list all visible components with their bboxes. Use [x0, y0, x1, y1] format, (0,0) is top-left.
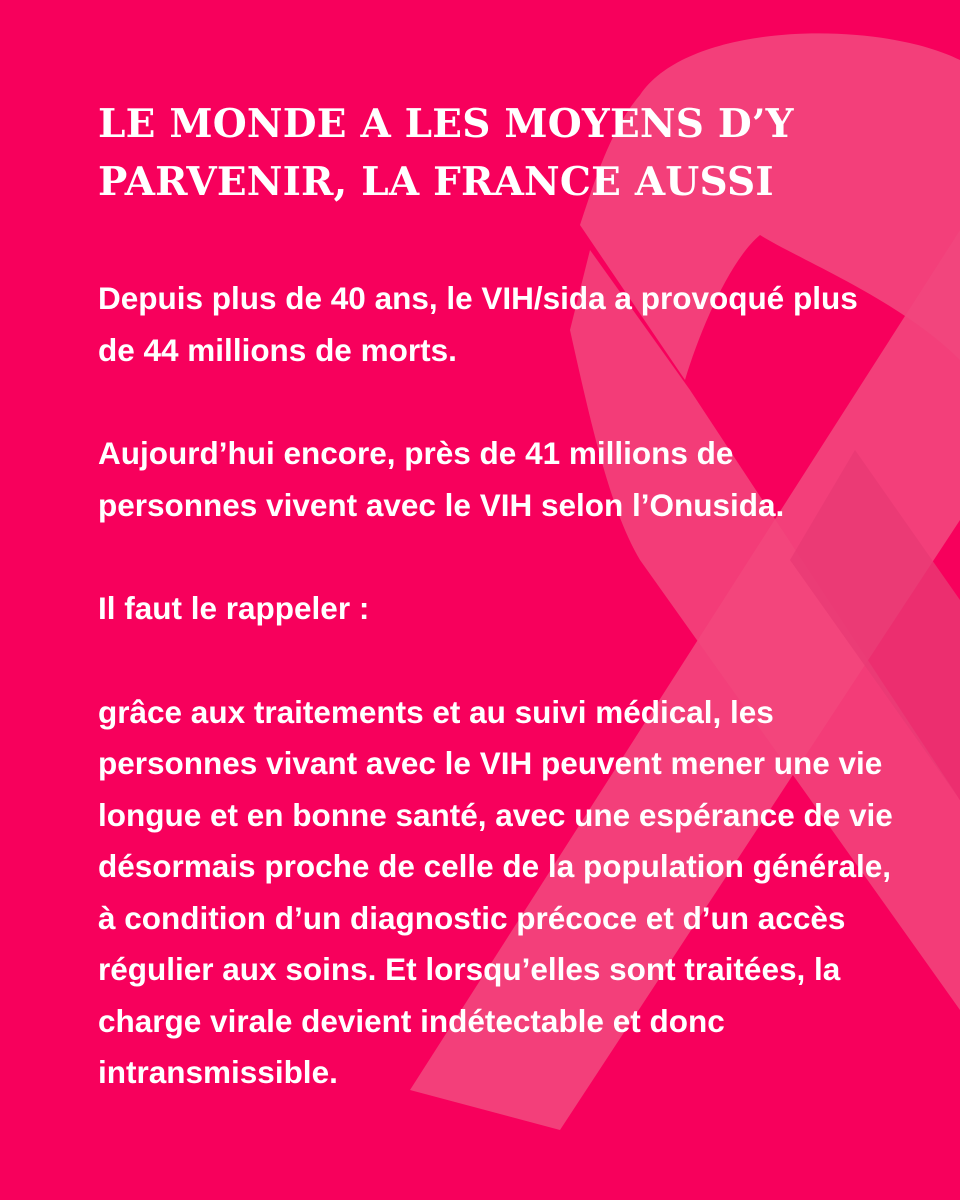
page-title: LE MONDE A LES MOYENS D’Y PARVENIR, LA FRANCE AUSSI: [98, 101, 794, 205]
main-content: [98, 95, 898, 1099]
paragraph-reminder: Il faut le rappeler :: [98, 590, 370, 626]
paragraph-treatment: grâce aux traitements et au suivi médical, les personnes vivant avec le VIH peuvent mener une vie longue et en bonne santé, avec une espérance de vie désormais proche de celle de la population générale, à condition d’un diagnostic précoce et d’un accès régulier aux soins. Et lorsqu’elles sont traitées, la charge virale devient indétectable et donc intransmissible.: [98, 693, 893, 1090]
paragraph-people-living: Aujourd’hui encore, près de 41 millions de personnes vivent avec le VIH selon l’Onusida.: [98, 435, 785, 523]
paragraph-deaths: Depuis plus de 40 ans, le VIH/sida a provoqué plus de 44 millions de morts.: [98, 280, 858, 368]
